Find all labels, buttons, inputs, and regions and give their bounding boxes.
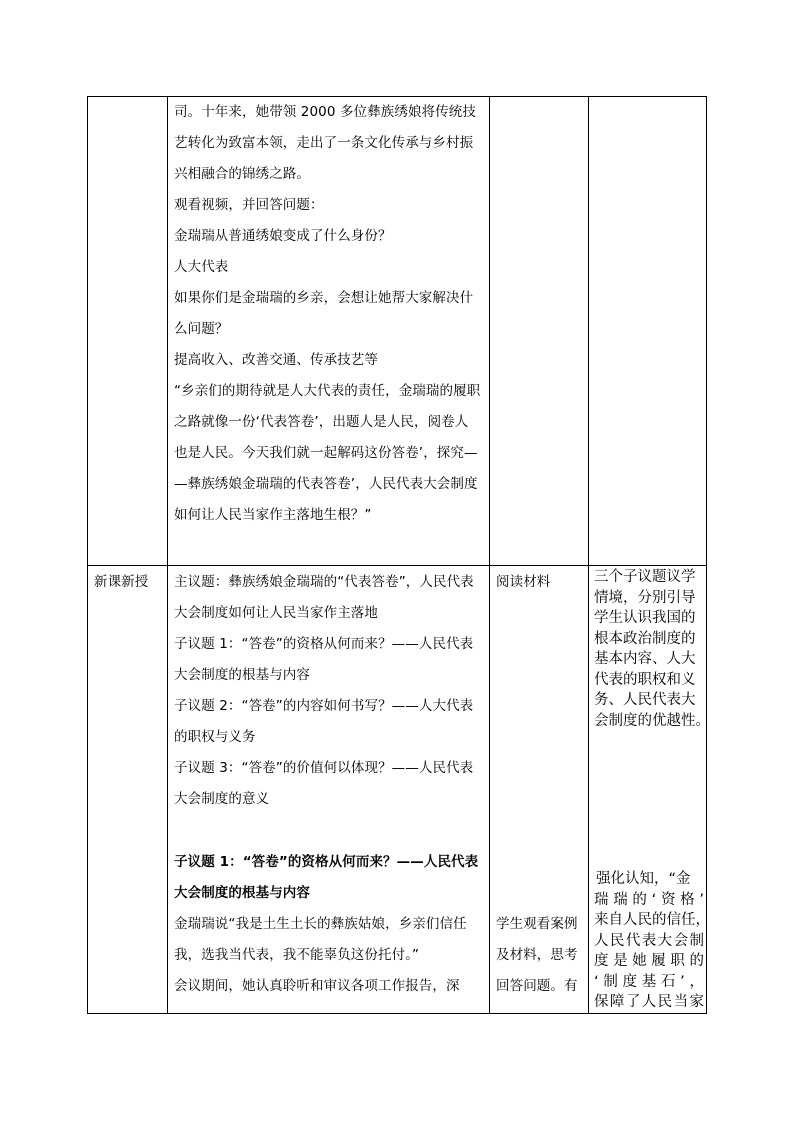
row1-content-cell xyxy=(174,97,484,531)
activity-text: 阅读材料 xyxy=(496,574,551,590)
intent-line: 务、人民代表大 xyxy=(594,692,696,708)
activity-cell-2 xyxy=(496,909,584,1002)
text-line: —彝族绣娘金瑞瑞的代表答卷’，人民代表大会制度 xyxy=(174,476,478,492)
intent-line: 三个子议题议学 xyxy=(594,569,696,585)
text-line: 么问题？ xyxy=(174,321,229,337)
activity-text: 回答问题。有 xyxy=(496,978,578,994)
intent-line: 瑞瑞的‘资格’ xyxy=(594,891,704,908)
case-material-text xyxy=(174,909,484,1002)
text-line: 也是人民。今天我们就一起解码这份答卷’，探究— xyxy=(174,445,478,461)
sub-topic-heading xyxy=(174,847,484,909)
column-divider xyxy=(489,97,490,1013)
activity-text: 及材料，思考 xyxy=(496,947,578,963)
intent-line: 学生认识我国的 xyxy=(594,610,696,626)
intent-line: 来自人民的信任， xyxy=(594,912,710,928)
intent-line: 度是她履职的 xyxy=(594,953,704,969)
text-line: 金瑞瑞说“我是土生土长的彝族姑娘，乡亲们信任 xyxy=(174,916,467,932)
column-divider xyxy=(588,97,589,1013)
heading-line: 大会制度的根基与内容 xyxy=(174,885,310,901)
sub-topic-line: 大会制度的根基与内容 xyxy=(174,667,310,683)
sub-topic-line: 的职权与义务 xyxy=(174,729,256,745)
sub-topic-line: 大会制度的意义 xyxy=(174,791,270,807)
activity-text: 学生观看案例 xyxy=(496,916,578,932)
text-line: 观看视频，并回答问题： xyxy=(174,197,324,213)
row2-content-cell xyxy=(174,567,484,815)
text-line: 提高收入、改善交通、传承技艺等 xyxy=(174,352,378,368)
text-line: 金瑞瑞从普通绣娘变成了什么身份？ xyxy=(174,228,392,244)
intent-line: 基本内容、人大 xyxy=(594,651,696,667)
intent-line: 代表的职权和义 xyxy=(594,671,696,688)
row-divider xyxy=(88,565,706,566)
lesson-plan-table xyxy=(87,96,710,1014)
main-topic-line: 主议题：彝族绣娘金瑞瑞的“代表答卷”，人民代表 xyxy=(174,574,474,590)
text-line: 人大代表 xyxy=(174,259,229,275)
text-line: “乡亲们的期待就是人大代表的责任，金瑞瑞的履职 xyxy=(174,383,481,399)
text-line: 之路就像一份‘代表答卷’，出题人是人民，阅卷人 xyxy=(174,414,469,430)
column-divider xyxy=(167,97,168,1013)
intent-line: 情境，分别引导 xyxy=(594,589,696,606)
text-line: 我，选我当代表，我不能辜负这份托付。” xyxy=(174,947,420,963)
intent-cell xyxy=(594,567,710,731)
text-line: 兴相融合的锦绣之路。 xyxy=(174,166,310,182)
text-line: 会议期间，她认真聆听和审议各项工作报告，深 xyxy=(174,978,460,994)
sub-topic-line: 子议题 1：“答卷”的资格从何而来？——人民代表 xyxy=(174,636,474,652)
intent-line: 强化认知，“金 xyxy=(596,871,691,887)
text-line: 如果你们是金瑞瑞的乡亲，会想让她帮大家解决什 xyxy=(174,290,474,306)
activity-cell xyxy=(496,567,584,598)
text-line: 如何让人民当家作主落地生根？” xyxy=(174,507,372,523)
intent-line: 根本政治制度的 xyxy=(594,630,696,647)
text-line: 艺转化为致富本领，走出了一条文化传承与乡村振 xyxy=(174,135,474,151)
intent-line: 保障了人民当家 xyxy=(594,994,704,1010)
sub-topic-line: 子议题 2：“答卷”的内容如何书写？——人大代表 xyxy=(174,698,474,714)
heading-line: 子议题 1：“答卷”的资格从何而来？——人民代表 xyxy=(174,854,479,870)
intent-line: 会制度的优越性。 xyxy=(594,712,710,729)
intent-cell-2 xyxy=(594,869,710,1013)
stage-label: 新课新授 xyxy=(94,574,149,590)
text-line: 司。十年来，她带领 2000 多位彝族绣娘将传统技 xyxy=(174,104,476,120)
sub-topic-line: 子议题 3：“答卷”的价值何以体现？——人民代表 xyxy=(174,760,474,776)
main-topic-line: 大会制度如何让人民当家作主落地 xyxy=(174,605,378,621)
intent-line: 人民代表大会制 xyxy=(594,932,704,949)
stage-cell xyxy=(94,567,164,598)
intent-line: ‘制度基石’， xyxy=(594,973,704,990)
